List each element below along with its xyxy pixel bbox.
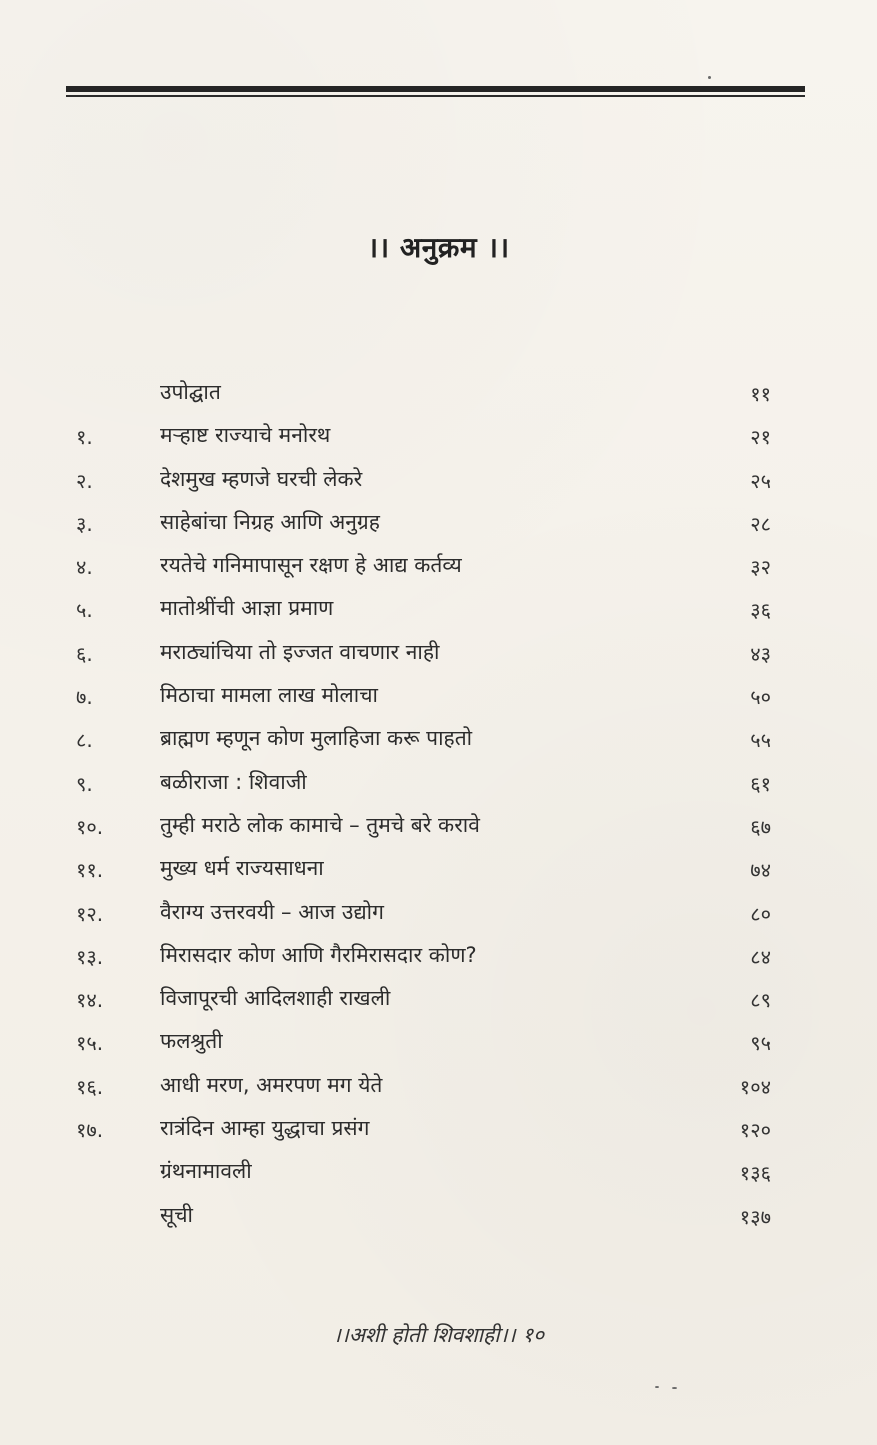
entry-page-number: ३६ — [750, 598, 771, 623]
toc-entry — [0, 1195, 877, 1238]
contents-title: ।। अनुक्रम ।। — [367, 231, 510, 264]
toc-entry — [0, 805, 877, 848]
toc-entry — [0, 372, 877, 415]
toc-entry — [0, 1021, 877, 1064]
entry-title: बळीराजा : शिवाजी — [160, 769, 307, 794]
toc-entry — [0, 632, 877, 675]
entry-page-number: ८९ — [750, 988, 771, 1013]
toc-entry — [0, 459, 877, 502]
toc-entry — [0, 935, 877, 978]
entry-number: १२. — [76, 901, 104, 926]
header-double-rule — [66, 86, 805, 99]
entry-number: १७. — [76, 1118, 104, 1143]
entry-title: फलश्रुती — [160, 1029, 223, 1054]
entry-title: मुख्य धर्म राज्यसाधना — [160, 856, 324, 881]
paper-speck — [655, 1386, 659, 1388]
toc-entry — [0, 1151, 877, 1194]
entry-number: ४. — [76, 555, 93, 580]
entry-page-number: ४३ — [750, 641, 771, 666]
entry-title: देशमुख म्हणजे घरची लेकरे — [160, 466, 363, 491]
toc-entry — [0, 545, 877, 588]
entry-number: ६. — [76, 641, 93, 666]
entry-page-number: २१ — [750, 425, 771, 450]
entry-title: साहेबांचा निग्रह आणि अनुग्रह — [160, 509, 380, 534]
entry-page-number: २५ — [750, 468, 771, 493]
entry-number: १४. — [76, 988, 104, 1013]
entry-number: १६. — [76, 1074, 104, 1099]
entry-title: मराठ्यांचिया तो इज्जत वाचणार नाही — [160, 639, 440, 664]
toc-entry — [0, 978, 877, 1021]
entry-page-number: १२० — [739, 1118, 771, 1143]
entry-title: उपोद्घात — [160, 380, 221, 404]
header-rule-thin — [66, 95, 805, 97]
table-of-contents — [0, 372, 877, 1238]
header-rule-thick — [66, 86, 805, 92]
entry-title: ब्राह्मण म्हणून कोण मुलाहिजा करू पाहतो — [160, 726, 473, 751]
entry-page-number: ११ — [750, 382, 771, 406]
entry-page-number: २८ — [750, 511, 771, 536]
entry-title: मिठाचा मामला लाख मोलाचा — [160, 683, 378, 708]
entry-title: मऱ्हाष्ट राज्याचे मनोरथ — [160, 423, 331, 448]
entry-page-number: ८० — [750, 901, 771, 926]
toc-entry — [0, 1108, 877, 1151]
paper-speck — [672, 1387, 677, 1389]
toc-entry — [0, 588, 877, 631]
paper-speck — [708, 76, 711, 79]
page-footer: ।।अशी होती शिवशाही।। १० — [332, 1323, 545, 1347]
entry-title: रयतेचे गनिमापासून रक्षण हे आद्य कर्तव्य — [160, 553, 462, 578]
entry-number: १३. — [76, 944, 104, 969]
entry-number: ५. — [76, 598, 93, 623]
entry-page-number: ५० — [750, 685, 771, 710]
toc-entry — [0, 718, 877, 761]
entry-title: तुम्ही मराठे लोक कामाचे – तुमचे बरे करावे — [160, 812, 480, 837]
entry-page-number: ७४ — [750, 858, 771, 883]
entry-number: ३. — [76, 511, 93, 536]
entry-number: २. — [76, 468, 93, 493]
toc-entry — [0, 675, 877, 718]
entry-page-number: १३६ — [739, 1161, 771, 1186]
entry-page-number: ८४ — [750, 944, 771, 969]
entry-page-number: १३७ — [739, 1204, 771, 1229]
entry-title: आधी मरण, अमरपण मग येते — [160, 1072, 383, 1097]
entry-title: रात्रंदिन आम्हा युद्धाचा प्रसंग — [160, 1116, 370, 1141]
toc-entry — [0, 762, 877, 805]
entry-number: ८. — [76, 728, 93, 753]
entry-number: १५. — [76, 1031, 104, 1056]
entry-number: ७. — [76, 685, 93, 710]
toc-entry — [0, 848, 877, 891]
entry-page-number: ६७ — [750, 814, 771, 839]
entry-number: १. — [76, 425, 93, 450]
entry-page-number: ९५ — [750, 1031, 771, 1056]
toc-entry — [0, 892, 877, 935]
toc-entry — [0, 502, 877, 545]
entry-number: ९. — [76, 771, 93, 796]
entry-page-number: ३२ — [750, 555, 771, 580]
entry-page-number: ५५ — [750, 728, 771, 753]
entry-number: ११. — [76, 858, 104, 883]
entry-title: सूची — [160, 1202, 193, 1227]
entry-title: मिरासदार कोण आणि गैरमिरासदार कोण? — [160, 942, 477, 967]
entry-page-number: १०४ — [739, 1074, 771, 1099]
entry-title: ग्रंथनामावली — [160, 1159, 252, 1184]
entry-title: विजापूरची आदिलशाही राखली — [160, 986, 391, 1011]
entry-number: १०. — [76, 814, 104, 839]
entry-title: मातोश्रींची आज्ञा प्रमाण — [160, 596, 334, 621]
entry-title: वैराग्य उत्तरवयी – आज उद्योग — [160, 899, 384, 924]
toc-entry — [0, 415, 877, 458]
entry-page-number: ६१ — [750, 771, 771, 796]
toc-entry — [0, 1065, 877, 1108]
